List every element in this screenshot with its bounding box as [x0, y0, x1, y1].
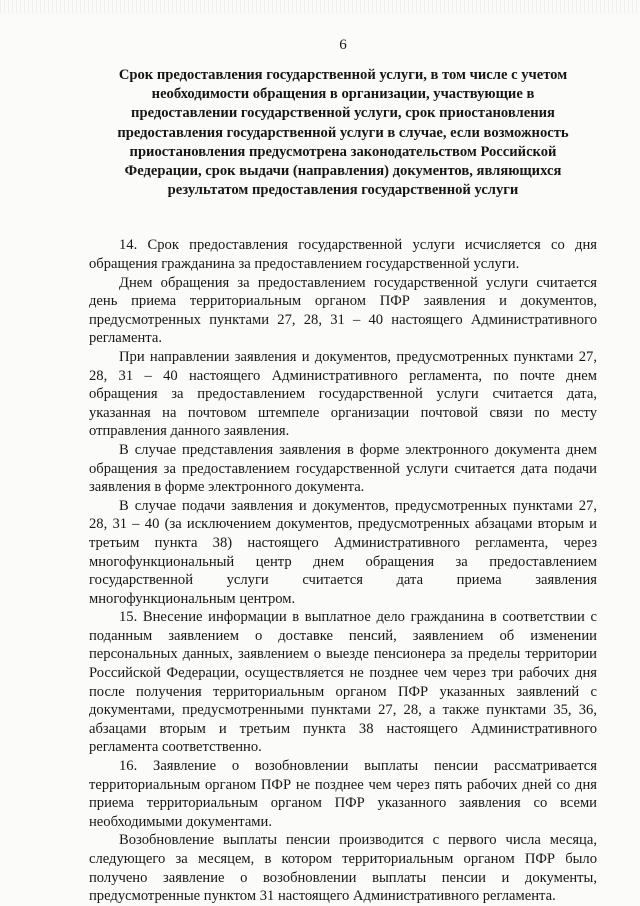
heading-line: Федерации, срок выдачи (направления) документов, являющихся [124, 163, 562, 180]
heading-line: предоставлении государственной услуги, срок приостановления [131, 105, 555, 122]
heading-line: приостановления предусмотрена законодательством Российской [129, 143, 557, 160]
paragraph-resumption: Возобновление выплаты пенсии производится с первого числа месяца, следующего за месяцем, в котором территориальным органом ПФР было получено заявление о возобновлении выплаты пенсии и документы, предусмотренные пунктом 31 настоящего Административного регламента. [89, 832, 597, 905]
scan-edge-noise [0, 0, 640, 14]
paragraph-day-of-application: Днем обращения за предоставлением государственной услуги считается день приема территориальным органом ПФР заявления и документов, предусмотренных пунктами 27, 28, 31 – 40 настоящего Административного регламента. [89, 274, 597, 347]
heading-line: предоставления государственной услуги в случае, если возможность [117, 124, 569, 141]
page-number: 6 [339, 37, 347, 53]
paragraph-by-mail: При направлении заявления и документов, предусмотренных пунктами 27, 28, 31 – 40 настоящего Административного регламента, по почте днем обращения за предоставлением государственной услуги считается дата, указанная на почтовом штемпеле организации почтовой связи по месту отправления данного заявления. [89, 348, 597, 440]
paragraph-multifunctional-center: В случае подачи заявления и документов, предусмотренных пунктами 27, 28, 31 – 40 (за исключением документов, предусмотренных абзацами вторым и третьим пункта 38) настоящего Административного регламента, через многофункциональный центр днем обращения за предоставлением государственной услуги считается дата приема заявления многофункциональным центром. [89, 497, 597, 607]
heading-line: необходимости обращения в организации, участвующие в [151, 86, 535, 103]
heading-line: результатом предоставления государственной услуги [167, 182, 519, 199]
paragraph-electronic-document: В случае представления заявления в форме электронного документа днем обращения за предоставлением государственной услуги считается дата подачи заявления в форме электронного документа. [89, 441, 597, 496]
document-page [89, 36, 597, 906]
paragraph-15: 15. Внесение информации в выплатное дело гражданина в соответствии с поданным заявлением о доставке пенсий, заявлением об изменении персональных данных, заявлением о выезде пенсионера за пределы территории Российской Федерации, осуществляется не позднее чем через три рабочих дня после получения территориальным органом ПФР указанных заявлений с документами, предусмотренными пунктами 27, 28, а также пунктами 35, 36, абзацами вторым и третьим пункта 38 настоящего Административного регламента соответственно. [89, 609, 597, 756]
paragraph-14: 14. Срок предоставления государственной услуги исчисляется со дня обращения гражданина за предоставлением государственной услуги. [89, 237, 597, 273]
document-body [89, 236, 597, 905]
paragraph-16: 16. Заявление о возобновлении выплаты пенсии рассматривается территориальным органом ПФР не позднее чем через пять рабочих дней со дня приема территориальным органом ПФР указанного заявления со всеми необходимыми документами. [89, 758, 597, 830]
section-heading [89, 66, 597, 200]
heading-line: Срок предоставления государственной услуги, в том числе с учетом [118, 67, 568, 83]
